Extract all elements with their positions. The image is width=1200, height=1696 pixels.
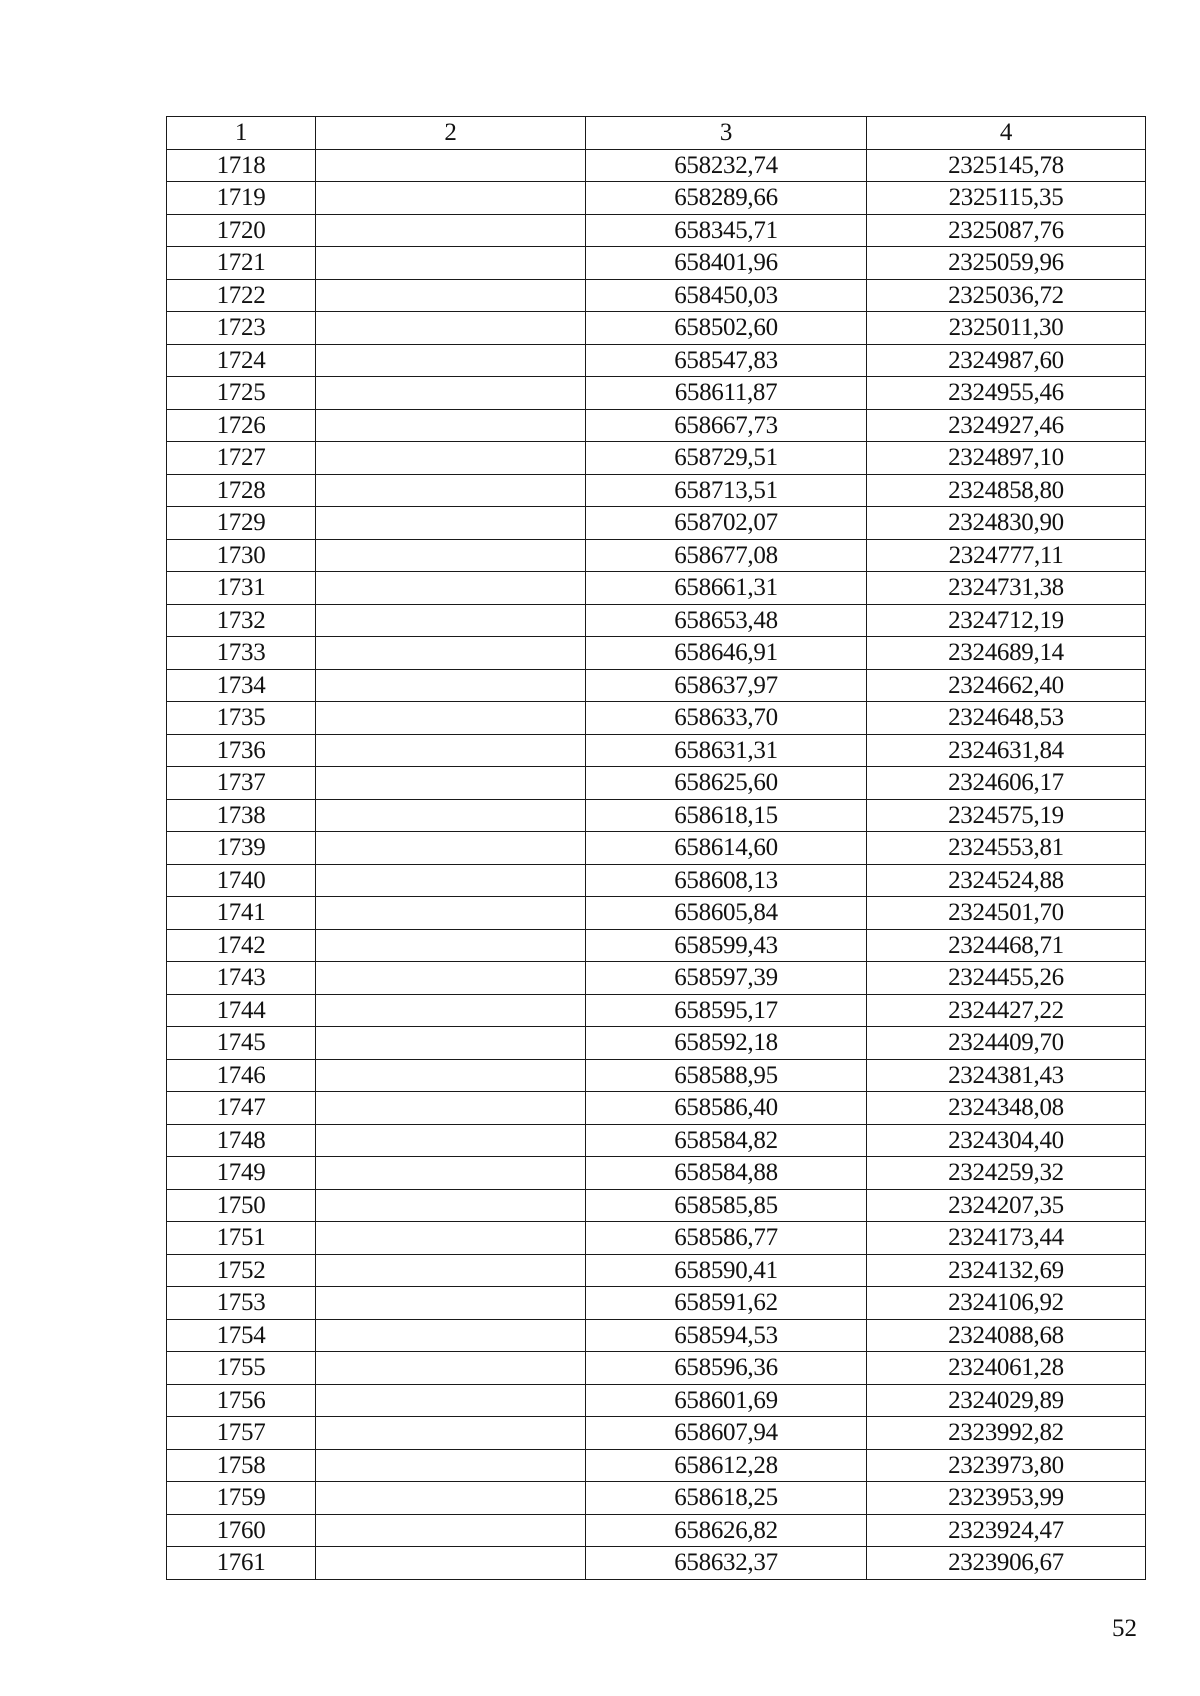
description-cell	[316, 702, 586, 735]
y-coordinate-cell: 2324858,80	[867, 474, 1146, 507]
y-coordinate-cell: 2324689,14	[867, 637, 1146, 670]
y-coordinate-cell: 2324409,70	[867, 1027, 1146, 1060]
table-row	[167, 1092, 1146, 1125]
description-cell	[316, 767, 586, 800]
x-coordinate-cell: 658585,85	[586, 1189, 867, 1222]
description-cell	[316, 734, 586, 767]
table-row	[167, 1449, 1146, 1482]
table-header-row	[167, 117, 1146, 150]
description-cell	[316, 832, 586, 865]
table-row	[167, 1222, 1146, 1255]
y-coordinate-cell: 2324777,11	[867, 539, 1146, 572]
x-coordinate-cell: 658345,71	[586, 214, 867, 247]
description-cell	[316, 962, 586, 995]
table-row	[167, 1384, 1146, 1417]
y-coordinate-cell: 2324207,35	[867, 1189, 1146, 1222]
table-row	[167, 572, 1146, 605]
y-coordinate-cell: 2324455,26	[867, 962, 1146, 995]
description-cell	[316, 1352, 586, 1385]
point-number-cell: 1726	[167, 409, 316, 442]
column-header: 3	[586, 117, 867, 150]
point-number-cell: 1724	[167, 344, 316, 377]
description-cell	[316, 442, 586, 475]
y-coordinate-cell: 2324029,89	[867, 1384, 1146, 1417]
point-number-cell: 1759	[167, 1482, 316, 1515]
point-number-cell: 1729	[167, 507, 316, 540]
table-row	[167, 377, 1146, 410]
description-cell	[316, 669, 586, 702]
table-row	[167, 1124, 1146, 1157]
y-coordinate-cell: 2324501,70	[867, 897, 1146, 930]
x-coordinate-cell: 658612,28	[586, 1449, 867, 1482]
table-row	[167, 1157, 1146, 1190]
point-number-cell: 1742	[167, 929, 316, 962]
description-cell	[316, 572, 586, 605]
point-number-cell: 1739	[167, 832, 316, 865]
table-row	[167, 1287, 1146, 1320]
y-coordinate-cell: 2323953,99	[867, 1482, 1146, 1515]
description-cell	[316, 539, 586, 572]
point-number-cell: 1743	[167, 962, 316, 995]
y-coordinate-cell: 2324731,38	[867, 572, 1146, 605]
column-header: 4	[867, 117, 1146, 150]
description-cell	[316, 474, 586, 507]
table-row	[167, 897, 1146, 930]
description-cell	[316, 1384, 586, 1417]
description-cell	[316, 1157, 586, 1190]
point-number-cell: 1723	[167, 312, 316, 345]
description-cell	[316, 1124, 586, 1157]
x-coordinate-cell: 658595,17	[586, 994, 867, 1027]
x-coordinate-cell: 658702,07	[586, 507, 867, 540]
point-number-cell: 1730	[167, 539, 316, 572]
point-number-cell: 1741	[167, 897, 316, 930]
table-row	[167, 832, 1146, 865]
point-number-cell: 1757	[167, 1417, 316, 1450]
point-number-cell: 1737	[167, 767, 316, 800]
point-number-cell: 1721	[167, 247, 316, 280]
description-cell	[316, 507, 586, 540]
point-number-cell: 1728	[167, 474, 316, 507]
y-coordinate-cell: 2323992,82	[867, 1417, 1146, 1450]
description-cell	[316, 1254, 586, 1287]
y-coordinate-cell: 2324553,81	[867, 832, 1146, 865]
description-cell	[316, 1059, 586, 1092]
x-coordinate-cell: 658605,84	[586, 897, 867, 930]
point-number-cell: 1738	[167, 799, 316, 832]
x-coordinate-cell: 658608,13	[586, 864, 867, 897]
table-row	[167, 767, 1146, 800]
point-number-cell: 1755	[167, 1352, 316, 1385]
description-cell	[316, 604, 586, 637]
description-cell	[316, 1287, 586, 1320]
description-cell	[316, 182, 586, 215]
description-cell	[316, 214, 586, 247]
y-coordinate-cell: 2324061,28	[867, 1352, 1146, 1385]
description-cell	[316, 1482, 586, 1515]
x-coordinate-cell: 658547,83	[586, 344, 867, 377]
x-coordinate-cell: 658592,18	[586, 1027, 867, 1060]
description-cell	[316, 897, 586, 930]
x-coordinate-cell: 658588,95	[586, 1059, 867, 1092]
y-coordinate-cell: 2324712,19	[867, 604, 1146, 637]
x-coordinate-cell: 658618,15	[586, 799, 867, 832]
description-cell	[316, 409, 586, 442]
point-number-cell: 1722	[167, 279, 316, 312]
table-row	[167, 507, 1146, 540]
table-row	[167, 799, 1146, 832]
point-number-cell: 1752	[167, 1254, 316, 1287]
description-cell	[316, 279, 586, 312]
table-body	[167, 149, 1146, 1579]
y-coordinate-cell: 2324830,90	[867, 507, 1146, 540]
y-coordinate-cell: 2324927,46	[867, 409, 1146, 442]
description-cell	[316, 312, 586, 345]
y-coordinate-cell: 2325145,78	[867, 149, 1146, 182]
description-cell	[316, 1189, 586, 1222]
description-cell	[316, 1319, 586, 1352]
table-row	[167, 1059, 1146, 1092]
y-coordinate-cell: 2323906,67	[867, 1547, 1146, 1580]
table-row	[167, 1027, 1146, 1060]
x-coordinate-cell: 658633,70	[586, 702, 867, 735]
x-coordinate-cell: 658607,94	[586, 1417, 867, 1450]
x-coordinate-cell: 658586,40	[586, 1092, 867, 1125]
x-coordinate-cell: 658653,48	[586, 604, 867, 637]
y-coordinate-cell: 2325011,30	[867, 312, 1146, 345]
y-coordinate-cell: 2324173,44	[867, 1222, 1146, 1255]
description-cell	[316, 247, 586, 280]
point-number-cell: 1754	[167, 1319, 316, 1352]
table-row	[167, 669, 1146, 702]
table-row	[167, 247, 1146, 280]
table-row	[167, 1547, 1146, 1580]
table-row	[167, 1482, 1146, 1515]
point-number-cell: 1753	[167, 1287, 316, 1320]
description-cell	[316, 799, 586, 832]
point-number-cell: 1731	[167, 572, 316, 605]
point-number-cell: 1740	[167, 864, 316, 897]
description-cell	[316, 1514, 586, 1547]
table-row	[167, 214, 1146, 247]
point-number-cell: 1745	[167, 1027, 316, 1060]
page-number: 52	[1112, 1615, 1137, 1642]
description-cell	[316, 929, 586, 962]
description-cell	[316, 1027, 586, 1060]
column-header: 2	[316, 117, 586, 150]
x-coordinate-cell: 658729,51	[586, 442, 867, 475]
y-coordinate-cell: 2324132,69	[867, 1254, 1146, 1287]
x-coordinate-cell: 658584,88	[586, 1157, 867, 1190]
table-row	[167, 994, 1146, 1027]
x-coordinate-cell: 658677,08	[586, 539, 867, 572]
y-coordinate-cell: 2324427,22	[867, 994, 1146, 1027]
point-number-cell: 1760	[167, 1514, 316, 1547]
y-coordinate-cell: 2325036,72	[867, 279, 1146, 312]
point-number-cell: 1749	[167, 1157, 316, 1190]
x-coordinate-cell: 658401,96	[586, 247, 867, 280]
point-number-cell: 1735	[167, 702, 316, 735]
point-number-cell: 1750	[167, 1189, 316, 1222]
x-coordinate-cell: 658625,60	[586, 767, 867, 800]
x-coordinate-cell: 658618,25	[586, 1482, 867, 1515]
x-coordinate-cell: 658591,62	[586, 1287, 867, 1320]
x-coordinate-cell: 658599,43	[586, 929, 867, 962]
table-row	[167, 1319, 1146, 1352]
y-coordinate-cell: 2324575,19	[867, 799, 1146, 832]
x-coordinate-cell: 658631,31	[586, 734, 867, 767]
table-row	[167, 539, 1146, 572]
y-coordinate-cell: 2325059,96	[867, 247, 1146, 280]
table-row	[167, 734, 1146, 767]
y-coordinate-cell: 2324304,40	[867, 1124, 1146, 1157]
y-coordinate-cell: 2324524,88	[867, 864, 1146, 897]
point-number-cell: 1732	[167, 604, 316, 637]
description-cell	[316, 1222, 586, 1255]
point-number-cell: 1734	[167, 669, 316, 702]
x-coordinate-cell: 658597,39	[586, 962, 867, 995]
description-cell	[316, 994, 586, 1027]
y-coordinate-cell: 2324468,71	[867, 929, 1146, 962]
x-coordinate-cell: 658713,51	[586, 474, 867, 507]
table-row	[167, 442, 1146, 475]
x-coordinate-cell: 658594,53	[586, 1319, 867, 1352]
y-coordinate-cell: 2324631,84	[867, 734, 1146, 767]
x-coordinate-cell: 658646,91	[586, 637, 867, 670]
table-row	[167, 149, 1146, 182]
x-coordinate-cell: 658601,69	[586, 1384, 867, 1417]
table-row	[167, 929, 1146, 962]
description-cell	[316, 864, 586, 897]
point-number-cell: 1736	[167, 734, 316, 767]
x-coordinate-cell: 658584,82	[586, 1124, 867, 1157]
point-number-cell: 1744	[167, 994, 316, 1027]
point-number-cell: 1720	[167, 214, 316, 247]
y-coordinate-cell: 2324259,32	[867, 1157, 1146, 1190]
x-coordinate-cell: 658626,82	[586, 1514, 867, 1547]
x-coordinate-cell: 658614,60	[586, 832, 867, 865]
table-row	[167, 1514, 1146, 1547]
table-row	[167, 604, 1146, 637]
point-number-cell: 1733	[167, 637, 316, 670]
description-cell	[316, 1449, 586, 1482]
table-row	[167, 637, 1146, 670]
y-coordinate-cell: 2324088,68	[867, 1319, 1146, 1352]
table-row	[167, 1417, 1146, 1450]
y-coordinate-cell: 2325087,76	[867, 214, 1146, 247]
x-coordinate-cell: 658596,36	[586, 1352, 867, 1385]
x-coordinate-cell: 658611,87	[586, 377, 867, 410]
point-number-cell: 1718	[167, 149, 316, 182]
table-row	[167, 1352, 1146, 1385]
description-cell	[316, 377, 586, 410]
y-coordinate-cell: 2324955,46	[867, 377, 1146, 410]
table-row	[167, 474, 1146, 507]
x-coordinate-cell: 658590,41	[586, 1254, 867, 1287]
y-coordinate-cell: 2323973,80	[867, 1449, 1146, 1482]
point-number-cell: 1751	[167, 1222, 316, 1255]
y-coordinate-cell: 2324106,92	[867, 1287, 1146, 1320]
column-header: 1	[167, 117, 316, 150]
y-coordinate-cell: 2324381,43	[867, 1059, 1146, 1092]
point-number-cell: 1758	[167, 1449, 316, 1482]
y-coordinate-cell: 2324987,60	[867, 344, 1146, 377]
x-coordinate-cell: 658502,60	[586, 312, 867, 345]
table-row	[167, 182, 1146, 215]
y-coordinate-cell: 2324348,08	[867, 1092, 1146, 1125]
description-cell	[316, 1092, 586, 1125]
y-coordinate-cell: 2324606,17	[867, 767, 1146, 800]
point-number-cell: 1756	[167, 1384, 316, 1417]
table-row	[167, 312, 1146, 345]
point-number-cell: 1748	[167, 1124, 316, 1157]
table-row	[167, 702, 1146, 735]
y-coordinate-cell: 2324897,10	[867, 442, 1146, 475]
table-row	[167, 279, 1146, 312]
x-coordinate-cell: 658667,73	[586, 409, 867, 442]
description-cell	[316, 1417, 586, 1450]
y-coordinate-cell: 2324648,53	[867, 702, 1146, 735]
description-cell	[316, 149, 586, 182]
y-coordinate-cell: 2325115,35	[867, 182, 1146, 215]
point-number-cell: 1725	[167, 377, 316, 410]
description-cell	[316, 1547, 586, 1580]
description-cell	[316, 637, 586, 670]
table-row	[167, 1254, 1146, 1287]
point-number-cell: 1746	[167, 1059, 316, 1092]
point-number-cell: 1719	[167, 182, 316, 215]
x-coordinate-cell: 658637,97	[586, 669, 867, 702]
table-row	[167, 1189, 1146, 1222]
table-row	[167, 962, 1146, 995]
y-coordinate-cell: 2324662,40	[867, 669, 1146, 702]
x-coordinate-cell: 658450,03	[586, 279, 867, 312]
x-coordinate-cell: 658632,37	[586, 1547, 867, 1580]
y-coordinate-cell: 2323924,47	[867, 1514, 1146, 1547]
coordinates-table	[166, 116, 1146, 1580]
x-coordinate-cell: 658289,66	[586, 182, 867, 215]
x-coordinate-cell: 658232,74	[586, 149, 867, 182]
point-number-cell: 1727	[167, 442, 316, 475]
point-number-cell: 1747	[167, 1092, 316, 1125]
x-coordinate-cell: 658661,31	[586, 572, 867, 605]
point-number-cell: 1761	[167, 1547, 316, 1580]
table-row	[167, 864, 1146, 897]
table-row	[167, 409, 1146, 442]
description-cell	[316, 344, 586, 377]
x-coordinate-cell: 658586,77	[586, 1222, 867, 1255]
table-row	[167, 344, 1146, 377]
